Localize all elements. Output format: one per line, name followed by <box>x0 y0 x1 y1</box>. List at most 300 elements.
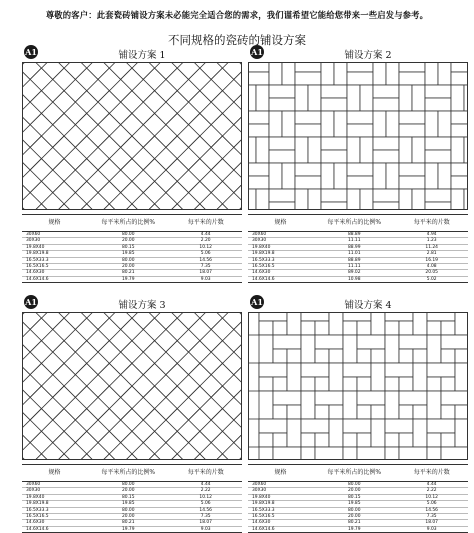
tile-horizontal <box>399 72 425 85</box>
cell-pieces: 1.23 <box>395 238 468 244</box>
tile-vertical <box>295 85 308 111</box>
tile-vertical <box>438 63 451 85</box>
tile-horizontal <box>321 98 347 111</box>
tile-horizontal <box>321 150 347 163</box>
tile-vertical <box>249 189 256 209</box>
spec-table <box>22 464 242 533</box>
tile-vertical <box>343 335 357 363</box>
tile-horizontal <box>347 63 373 72</box>
tile-vertical <box>287 419 301 447</box>
cell-ratio: 11.11 <box>313 238 395 244</box>
tile-square <box>413 349 427 363</box>
cell-pieces: 10.12 <box>395 494 468 500</box>
tile-horizontal <box>301 419 329 433</box>
cell-spec: 16.5X16.5 <box>248 264 313 270</box>
tile-horizontal <box>451 111 467 124</box>
tile-vertical <box>451 85 464 111</box>
cell-pieces: 7.35 <box>395 514 468 520</box>
tile-vertical <box>295 189 308 209</box>
tile-square <box>357 377 371 391</box>
cell-spec: 16.5X33.3 <box>22 257 87 263</box>
tile-vertical <box>343 391 357 419</box>
tile-horizontal <box>373 202 399 209</box>
cell-pieces: 4.44 <box>169 482 242 488</box>
cell-spec: 30X30 <box>248 238 313 244</box>
tile-vertical <box>427 335 441 363</box>
tile-square <box>413 405 427 419</box>
table-row <box>22 526 242 532</box>
cell-ratio: 19.79 <box>87 526 169 532</box>
tile-horizontal <box>347 124 373 137</box>
tile-vertical <box>412 189 425 209</box>
tile-horizontal <box>385 419 413 433</box>
tile-square <box>399 405 413 419</box>
tile-horizontal <box>273 447 301 459</box>
cell-pieces: 20.05 <box>395 270 468 276</box>
tile-vertical <box>399 137 412 163</box>
tile-horizontal <box>259 363 287 377</box>
cell-pieces: 2.20 <box>169 238 242 244</box>
cell-pieces: 5.06 <box>169 501 242 507</box>
tile-vertical <box>385 335 399 363</box>
panel-title: 铺设方案 3 <box>118 300 166 311</box>
tile-horizontal <box>269 85 295 98</box>
cell-spec: 14.6X30 <box>22 520 87 526</box>
tile-horizontal <box>425 137 451 150</box>
tile-pattern-herringbone <box>22 312 242 460</box>
cell-spec: 19.8X19.8 <box>22 251 87 257</box>
tile-square <box>315 321 329 335</box>
layout-panel-2 <box>248 47 468 282</box>
tile-horizontal <box>295 163 321 176</box>
tile-horizontal <box>249 111 269 124</box>
tile-vertical <box>301 391 315 419</box>
tile-square <box>357 405 371 419</box>
tile-square <box>441 433 455 447</box>
cell-ratio: 20.00 <box>313 514 395 520</box>
tile-square <box>441 321 455 335</box>
tile-square <box>441 405 455 419</box>
tile-horizontal <box>357 391 385 405</box>
cell-spec: 16.5X33.3 <box>248 257 313 263</box>
col-pieces: 每平米的片数 <box>169 465 242 482</box>
tile-horizontal <box>295 72 321 85</box>
cell-ratio: 80.00 <box>313 507 395 513</box>
col-pieces: 每平米的片数 <box>395 465 468 482</box>
cell-ratio: 19.85 <box>87 501 169 507</box>
tile-square <box>301 433 315 447</box>
tile-vertical <box>373 163 386 189</box>
tile-horizontal <box>315 391 343 405</box>
tile-vertical <box>321 63 334 85</box>
tile-horizontal <box>321 202 347 209</box>
spec-table <box>248 464 468 533</box>
col-ratio: 每平米所占的比例% <box>313 465 395 482</box>
tile-vertical <box>282 111 295 137</box>
tile-vertical <box>386 111 399 137</box>
tile-vertical <box>308 137 321 163</box>
tile-vertical <box>259 391 273 419</box>
cell-pieces: 18.07 <box>395 520 468 526</box>
plan-badge: A1 <box>25 297 37 307</box>
cell-ratio: 11.01 <box>313 251 395 257</box>
cell-ratio: 88.89 <box>313 257 395 263</box>
panel-title: 铺设方案 1 <box>118 50 166 61</box>
cell-ratio: 80.15 <box>313 494 395 500</box>
cell-spec: 14.6X14.6 <box>22 526 87 532</box>
tile-vertical <box>464 189 467 209</box>
tile-square <box>273 349 287 363</box>
cell-ratio: 20.00 <box>87 488 169 494</box>
cell-pieces: 9.03 <box>169 526 242 532</box>
panel-title: 铺设方案 2 <box>344 50 392 61</box>
tile-square <box>357 433 371 447</box>
cell-spec: 19.8X40 <box>248 244 313 250</box>
cell-ratio: 20.00 <box>313 488 395 494</box>
cell-pieces: 18.07 <box>169 520 242 526</box>
tile-horizontal <box>269 137 295 150</box>
cell-ratio: 80.00 <box>87 482 169 488</box>
tile-horizontal <box>399 335 427 349</box>
tile-horizontal <box>373 85 399 98</box>
tile-horizontal <box>259 313 287 321</box>
cell-pieces: 7.35 <box>169 264 242 270</box>
tile-vertical <box>249 85 256 111</box>
tile-vertical <box>256 85 269 111</box>
tile-horizontal <box>321 85 347 98</box>
cell-spec: 19.8X40 <box>22 244 87 250</box>
tile-pattern-herringbone <box>22 62 242 210</box>
tile-square <box>315 377 329 391</box>
cell-spec: 19.8X40 <box>22 494 87 500</box>
tile-horizontal <box>269 150 295 163</box>
cell-spec: 14.6X14.6 <box>248 526 313 532</box>
tile-vertical <box>301 447 315 459</box>
cell-ratio: 20.00 <box>87 514 169 520</box>
tile-vertical <box>386 63 399 85</box>
cell-spec: 16.5X16.5 <box>22 264 87 270</box>
tile-horizontal <box>301 313 329 321</box>
tile-vertical <box>427 447 441 459</box>
tile-square <box>357 321 371 335</box>
tile-vertical <box>329 419 343 447</box>
tile-horizontal <box>269 202 295 209</box>
tile-square <box>273 433 287 447</box>
cell-pieces: 5.02 <box>395 276 468 282</box>
spec-table <box>248 214 468 283</box>
tile-vertical <box>360 189 373 209</box>
tile-vertical <box>412 85 425 111</box>
tile-vertical <box>455 313 467 335</box>
layout-panel-4 <box>248 297 468 532</box>
tile-square <box>329 349 343 363</box>
tile-vertical <box>373 111 386 137</box>
tile-square <box>399 349 413 363</box>
tile-vertical <box>347 85 360 111</box>
tile-vertical <box>371 313 385 335</box>
tile-horizontal <box>273 391 301 405</box>
cell-ratio: 80.21 <box>313 520 395 526</box>
tile-vertical <box>360 85 373 111</box>
tile-vertical <box>464 85 467 111</box>
tile-horizontal <box>295 176 321 189</box>
cell-ratio: 80.00 <box>313 482 395 488</box>
tile-vertical <box>259 447 273 459</box>
tile-vertical <box>371 363 385 391</box>
cell-spec: 19.8X40 <box>248 494 313 500</box>
tile-vertical <box>438 163 451 189</box>
tile-vertical <box>259 335 273 363</box>
table-row <box>248 526 468 532</box>
tile-horizontal <box>259 419 287 433</box>
tile-vertical <box>287 313 301 335</box>
cell-pieces: 9.03 <box>395 526 468 532</box>
cell-spec: 16.5X16.5 <box>22 514 87 520</box>
cell-ratio: 80.21 <box>87 520 169 526</box>
tile-vertical <box>464 137 467 163</box>
table-row <box>22 276 242 282</box>
tile-square <box>273 405 287 419</box>
tile-vertical <box>399 189 412 209</box>
tile-vertical <box>425 111 438 137</box>
tile-vertical <box>438 111 451 137</box>
tile-square <box>259 377 273 391</box>
tile-vertical <box>249 419 259 447</box>
tile-vertical <box>269 111 282 137</box>
tile-horizontal <box>373 189 399 202</box>
cell-pieces: 2.81 <box>395 251 468 257</box>
tile-vertical <box>256 189 269 209</box>
tile-square <box>427 433 441 447</box>
cell-spec: 14.6X14.6 <box>248 276 313 282</box>
cell-spec: 16.5X16.5 <box>248 514 313 520</box>
cell-ratio: 10.98 <box>313 276 395 282</box>
cell-pieces: 4.44 <box>169 232 242 238</box>
cell-pieces: 18.07 <box>169 270 242 276</box>
tile-vertical <box>287 363 301 391</box>
tile-horizontal <box>425 202 451 209</box>
tile-horizontal <box>385 313 413 321</box>
tile-horizontal <box>347 176 373 189</box>
tile-square <box>441 377 455 391</box>
tile-square <box>315 349 329 363</box>
tile-square <box>357 349 371 363</box>
tile-pattern-basketweave <box>248 62 468 210</box>
cell-pieces: 10.12 <box>169 494 242 500</box>
cell-pieces: 7.35 <box>169 514 242 520</box>
tile-vertical <box>455 419 467 447</box>
tile-square <box>343 377 357 391</box>
tile-vertical <box>385 391 399 419</box>
tile-horizontal <box>441 391 467 405</box>
tile-vertical <box>413 419 427 447</box>
customer-notice: 尊敬的客户：此套瓷砖铺设方案未必能完全适合您的需求，我们谨希望它能给您带来一些启发与参考。 <box>45 10 429 20</box>
tile-horizontal <box>249 163 269 176</box>
tile-square <box>399 433 413 447</box>
cell-ratio: 19.79 <box>87 276 169 282</box>
tile-square <box>399 321 413 335</box>
cell-ratio: 20.00 <box>87 238 169 244</box>
tile-horizontal <box>451 124 467 137</box>
tile-horizontal <box>385 363 413 377</box>
tile-square <box>427 321 441 335</box>
spec-table <box>22 214 242 283</box>
tile-vertical <box>425 63 438 85</box>
tile-horizontal <box>269 98 295 111</box>
tile-vertical <box>308 189 321 209</box>
tile-square <box>301 321 315 335</box>
cell-spec: 14.6X30 <box>22 270 87 276</box>
layout-panel-3 <box>22 297 242 532</box>
tile-square <box>273 321 287 335</box>
tile-horizontal <box>373 98 399 111</box>
tile-horizontal <box>357 447 385 459</box>
tile-horizontal <box>399 111 425 124</box>
cell-ratio: 89.02 <box>313 270 395 276</box>
cell-spec: 30X30 <box>248 488 313 494</box>
tile-vertical <box>334 163 347 189</box>
plan-badge: A1 <box>251 297 263 307</box>
cell-ratio: 11.11 <box>313 264 395 270</box>
tile-horizontal <box>399 176 425 189</box>
col-spec: 规格 <box>248 465 313 482</box>
cell-ratio: 80.15 <box>87 494 169 500</box>
cell-spec: 14.6X30 <box>248 520 313 526</box>
col-ratio: 每平米所占的比例% <box>87 215 169 232</box>
col-spec: 规格 <box>248 215 313 232</box>
tile-horizontal <box>301 363 329 377</box>
tile-square <box>441 349 455 363</box>
tile-horizontal <box>269 189 295 202</box>
tile-vertical <box>413 363 427 391</box>
tile-vertical <box>269 163 282 189</box>
cell-pieces: 2.22 <box>169 488 242 494</box>
tile-square <box>273 377 287 391</box>
tile-square <box>399 377 413 391</box>
cell-pieces: 5.06 <box>169 251 242 257</box>
cell-pieces: 5.06 <box>395 501 468 507</box>
cell-spec: 30X60 <box>248 482 313 488</box>
tile-vertical <box>256 137 269 163</box>
col-ratio: 每平米所占的比例% <box>87 465 169 482</box>
cell-spec: 16.5X33.3 <box>248 507 313 513</box>
tile-horizontal <box>347 163 373 176</box>
tile-square <box>329 405 343 419</box>
tile-horizontal <box>451 163 467 176</box>
cell-spec: 19.8X19.8 <box>248 501 313 507</box>
cell-ratio: 88.89 <box>313 232 395 238</box>
tile-vertical <box>269 63 282 85</box>
cell-spec: 30X60 <box>22 482 87 488</box>
tile-horizontal <box>295 63 321 72</box>
page-title: 不同规格的瓷砖的铺设方案 <box>168 33 306 47</box>
panel-title: 铺设方案 4 <box>344 300 392 311</box>
tile-horizontal <box>451 72 467 85</box>
herringbone-group <box>23 313 241 459</box>
tile-horizontal <box>321 189 347 202</box>
tile-vertical <box>360 137 373 163</box>
tile-square <box>385 433 399 447</box>
cell-spec: 16.5X33.3 <box>22 507 87 513</box>
tile-horizontal <box>441 447 467 459</box>
tile-vertical <box>451 137 464 163</box>
cell-ratio: 88.99 <box>313 244 395 250</box>
tile-horizontal <box>373 137 399 150</box>
tile-vertical <box>427 391 441 419</box>
cell-pieces: 4.44 <box>395 482 468 488</box>
tile-vertical <box>412 137 425 163</box>
tile-vertical <box>386 163 399 189</box>
cell-ratio: 80.00 <box>87 257 169 263</box>
tile-vertical <box>249 313 259 335</box>
tile-vertical <box>373 63 386 85</box>
cell-spec: 30X60 <box>22 232 87 238</box>
tile-vertical <box>385 447 399 459</box>
tile-horizontal <box>399 391 427 405</box>
tile-vertical <box>329 313 343 335</box>
tile-horizontal <box>249 176 269 189</box>
tile-horizontal <box>347 72 373 85</box>
cell-spec: 14.6X14.6 <box>22 276 87 282</box>
tile-vertical <box>329 363 343 391</box>
tile-vertical <box>399 85 412 111</box>
tile-square <box>287 405 301 419</box>
tile-square <box>385 321 399 335</box>
tile-square <box>455 405 467 419</box>
cell-spec: 14.6X30 <box>248 270 313 276</box>
plan-badge: A1 <box>25 47 37 57</box>
tile-vertical <box>371 419 385 447</box>
cell-ratio: 19.85 <box>87 251 169 257</box>
tile-horizontal <box>373 150 399 163</box>
tile-vertical <box>282 163 295 189</box>
tile-square <box>343 433 357 447</box>
tile-horizontal <box>427 313 455 321</box>
col-pieces: 每平米的片数 <box>395 215 468 232</box>
tile-horizontal <box>451 176 467 189</box>
tile-horizontal <box>315 447 343 459</box>
tile-vertical <box>334 63 347 85</box>
cell-ratio: 80.21 <box>87 270 169 276</box>
cell-ratio: 20.00 <box>87 264 169 270</box>
tile-horizontal <box>441 335 467 349</box>
tile-square <box>371 405 385 419</box>
tile-square <box>259 321 273 335</box>
cell-spec: 30X30 <box>22 238 87 244</box>
spec-table-body <box>22 482 242 533</box>
tile-square <box>287 349 301 363</box>
cell-spec: 19.8X19.8 <box>248 251 313 257</box>
tile-horizontal <box>273 335 301 349</box>
tile-horizontal <box>315 335 343 349</box>
tile-vertical <box>451 189 464 209</box>
tile-vertical <box>295 137 308 163</box>
tile-horizontal <box>399 163 425 176</box>
tile-vertical <box>425 163 438 189</box>
tile-horizontal <box>425 189 451 202</box>
cell-pieces: 11.24 <box>395 244 468 250</box>
table-row <box>248 276 468 282</box>
cell-spec: 19.8X19.8 <box>22 501 87 507</box>
cell-pieces: 14.56 <box>169 257 242 263</box>
tile-vertical <box>249 363 259 391</box>
tile-horizontal <box>295 124 321 137</box>
tile-vertical <box>301 335 315 363</box>
tile-horizontal <box>425 150 451 163</box>
col-spec: 规格 <box>22 215 87 232</box>
tile-horizontal <box>249 72 269 85</box>
tile-horizontal <box>343 313 371 321</box>
